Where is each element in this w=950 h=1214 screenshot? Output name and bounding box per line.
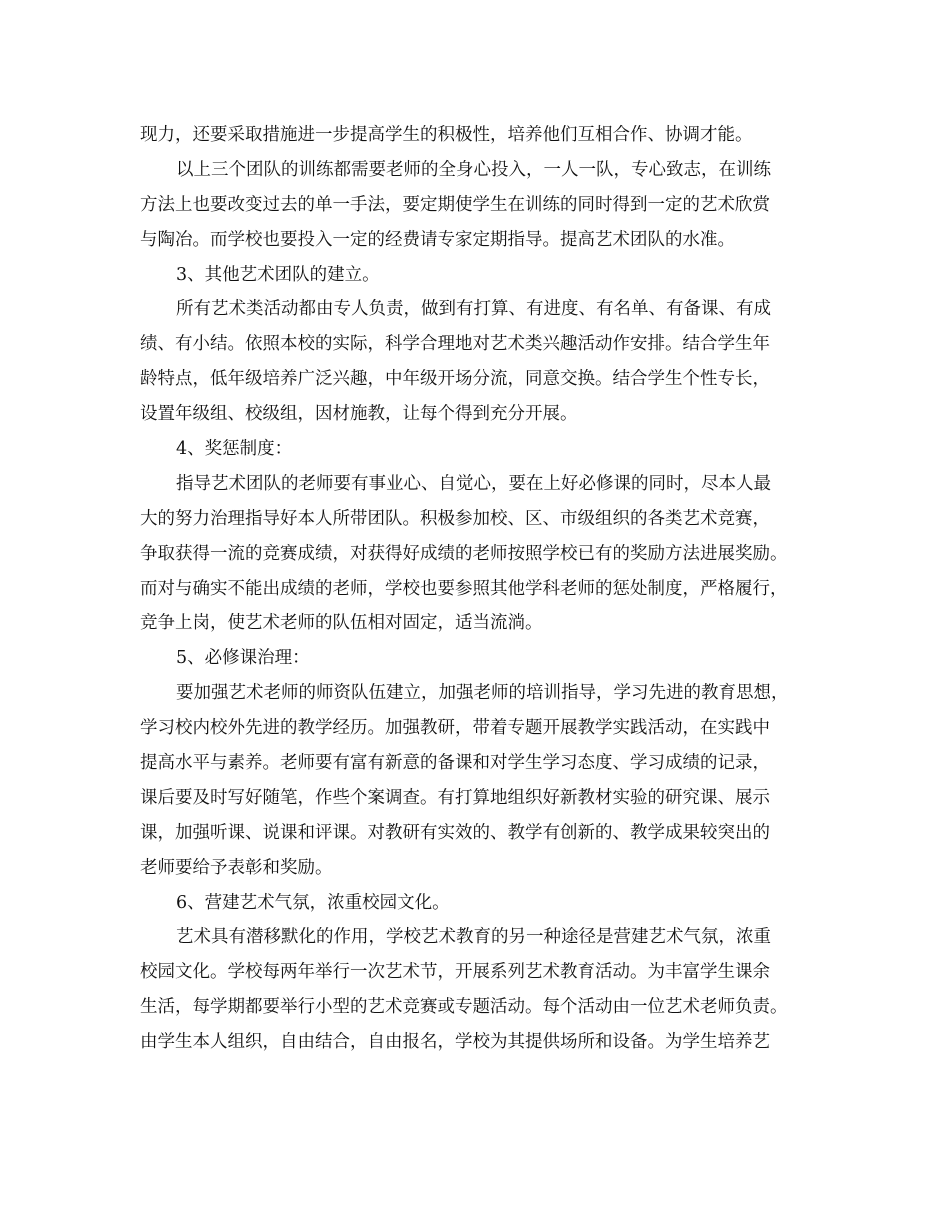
text-line: 4、奖惩制度： (176, 439, 293, 460)
text-line: 校园文化。学校每两年举行一次艺术节，开展系列艺术教育活动。为丰富学生课余 (140, 962, 770, 983)
text-line: 艺术具有潜移默化的作用，学校艺术教育的另一种途径是营建艺术气氛，浓重 (176, 927, 771, 948)
text-line: 由学生本人组织，自由结合，自由报名，学校为其提供场所和设备。为学生培养艺 (140, 1032, 770, 1053)
text-line: 6、营建艺术气氛，浓重校园文化。 (176, 892, 450, 913)
text-line: 竞争上岗，使艺术老师的队伍相对固定，适当流淌。 (140, 613, 543, 634)
text-line: 与陶冶。而学校也要投入一定的经费请专家定期指导。提高艺术团队的水准。 (140, 229, 735, 250)
text-line: 绩、有小结。依照本校的实际，科学合理地对艺术类兴趣活动作安排。结合学生年 (140, 334, 770, 355)
text-line: 5、必修课治理： (176, 648, 310, 669)
text-line: 3、其他艺术团队的建立。 (176, 264, 380, 285)
text-line: 要加强艺术老师的师资队伍建立，加强老师的培训指导，学习先进的教育思想， (176, 683, 789, 704)
text-line: 课，加强听课、说课和评课。对教研有实效的、教学有创新的、教学成果较突出的 (140, 822, 770, 843)
text-line: 学习校内校外先进的教学经历。加强教研，带着专题开展教学实践活动，在实践中 (140, 718, 770, 739)
text-line: 所有艺术类活动都由专人负责，做到有打算、有进度、有名单、有备课、有成 (176, 299, 771, 320)
text-line: 课后要及时写好随笔，作些个案调查。有打算地组织好新教材实验的研究课、展示 (140, 787, 770, 808)
text-line: 龄特点，低年级培养广泛兴趣，中年级开场分流，同意交换。结合学生个性专长， (140, 369, 770, 390)
document-body (140, 118, 830, 1060)
text-line: 指导艺术团队的老师要有事业心、自觉心，要在上好必修课的同时，尽本人最 (176, 473, 771, 494)
text-line: 现力，还要采取措施进一步提高学生的积极性，培养他们互相合作、协调才能。 (140, 125, 753, 145)
text-line: 大的努力治理指导好本人所带团队。积极参加校、区、市级组织的各类艺术竞赛， (140, 508, 770, 529)
text-line: 生活，每学期都要举行小型的艺术竞赛或专题活动。每个活动由一位艺术老师负责。 (140, 997, 788, 1018)
text-line: 设置年级组、校级组，因材施教，让每个得到充分开展。 (140, 404, 578, 425)
text-line: 以上三个团队的训练都需要老师的全身心投入，一人一队，专心致志，在训练 (176, 159, 771, 180)
text-line: 争取获得一流的竞赛成绩，对获得好成绩的老师按照学校已有的奖励方法进展奖励。 (140, 543, 788, 564)
text-line: 方法上也要改变过去的单一手法，要定期使学生在训练的同时得到一定的艺术欣赏 (140, 194, 770, 215)
text-line: 而对与确实不能出成绩的老师，学校也要参照其他学科老师的惩处制度，严格履行， (140, 578, 788, 599)
text-line: 提高水平与素养。老师要有富有新意的备课和对学生学习态度、学习成绩的记录， (140, 753, 770, 774)
text-line: 老师要给予表彰和奖励。 (140, 857, 333, 878)
